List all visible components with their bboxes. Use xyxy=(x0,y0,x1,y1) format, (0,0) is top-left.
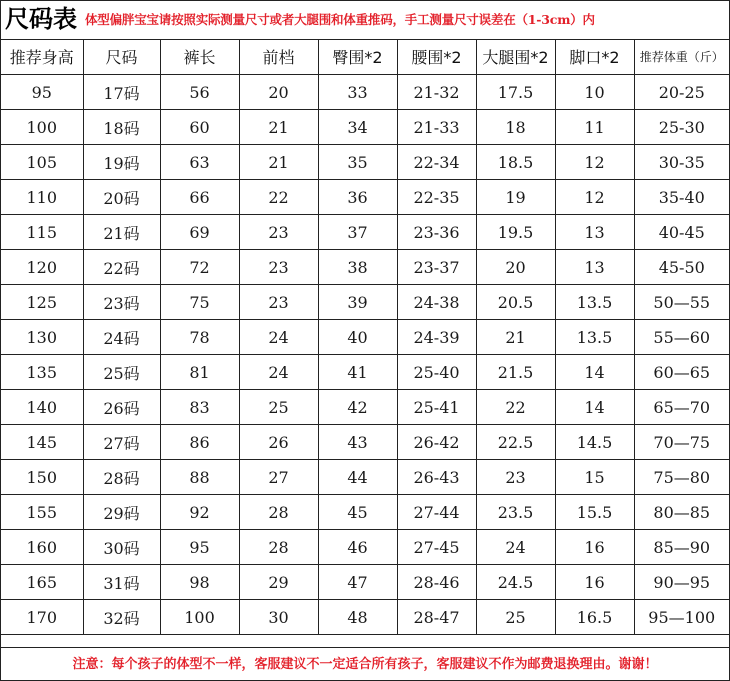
table-cell: 130 xyxy=(1,320,83,355)
column-header: 推荐身高 xyxy=(1,39,83,75)
table-cell: 26 xyxy=(239,425,318,460)
table-cell: 28 xyxy=(239,495,318,530)
table-cell: 26-43 xyxy=(397,460,476,495)
table-cell: 92 xyxy=(160,495,239,530)
table-cell: 28 xyxy=(239,530,318,565)
table-cell: 25-30 xyxy=(634,110,729,145)
table-cell: 21 xyxy=(239,110,318,145)
table-cell: 27-44 xyxy=(397,495,476,530)
table-cell: 12 xyxy=(555,145,634,180)
table-cell: 23 xyxy=(239,215,318,250)
table-cell: 38 xyxy=(318,250,397,285)
table-cell: 29 xyxy=(239,565,318,600)
table-cell: 145 xyxy=(1,425,83,460)
table-cell: 21-32 xyxy=(397,75,476,110)
table-cell: 21 xyxy=(239,145,318,180)
table-cell: 27-45 xyxy=(397,530,476,565)
table-cell: 16.5 xyxy=(555,600,634,635)
table-cell: 23 xyxy=(239,285,318,320)
table-cell: 18码 xyxy=(83,110,160,145)
table-cell: 21码 xyxy=(83,215,160,250)
table-cell: 39 xyxy=(318,285,397,320)
table-cell: 40-45 xyxy=(634,215,729,250)
table-cell: 69 xyxy=(160,215,239,250)
table-cell: 14.5 xyxy=(555,425,634,460)
table-cell: 50—55 xyxy=(634,285,729,320)
table-row xyxy=(1,600,729,635)
column-header: 脚口*2 xyxy=(555,39,634,75)
table-cell: 35-40 xyxy=(634,180,729,215)
table-cell: 150 xyxy=(1,460,83,495)
table-cell: 70—75 xyxy=(634,425,729,460)
table-cell: 28-46 xyxy=(397,565,476,600)
table-cell: 20-25 xyxy=(634,75,729,110)
table-cell: 13.5 xyxy=(555,320,634,355)
table-row xyxy=(1,355,729,390)
table-cell: 16 xyxy=(555,565,634,600)
measurement-tip: 体型偏胖宝宝请按照实际测量尺寸或者大腿围和体重推码，手工测量尺寸误差在（1-3cm）内 xyxy=(85,12,595,27)
table-cell: 23-36 xyxy=(397,215,476,250)
table-cell: 25码 xyxy=(83,355,160,390)
column-header: 腰围*2 xyxy=(397,39,476,75)
table-cell: 78 xyxy=(160,320,239,355)
table-cell: 23.5 xyxy=(476,495,555,530)
size-table xyxy=(1,39,729,635)
table-cell: 75—80 xyxy=(634,460,729,495)
table-cell: 60—65 xyxy=(634,355,729,390)
table-cell: 90—95 xyxy=(634,565,729,600)
table-cell: 24 xyxy=(476,530,555,565)
table-cell: 43 xyxy=(318,425,397,460)
table-row xyxy=(1,285,729,320)
table-cell: 16 xyxy=(555,530,634,565)
table-cell: 30 xyxy=(239,600,318,635)
table-cell: 11 xyxy=(555,110,634,145)
table-cell: 21.5 xyxy=(476,355,555,390)
table-cell: 63 xyxy=(160,145,239,180)
table-cell: 25 xyxy=(476,600,555,635)
table-cell: 14 xyxy=(555,355,634,390)
table-cell: 13 xyxy=(555,250,634,285)
table-row xyxy=(1,495,729,530)
table-row xyxy=(1,425,729,460)
table-cell: 83 xyxy=(160,390,239,425)
table-cell: 17码 xyxy=(83,75,160,110)
table-cell: 18.5 xyxy=(476,145,555,180)
table-cell: 125 xyxy=(1,285,83,320)
table-cell: 47 xyxy=(318,565,397,600)
table-cell: 100 xyxy=(1,110,83,145)
table-cell: 48 xyxy=(318,600,397,635)
table-cell: 28码 xyxy=(83,460,160,495)
table-cell: 140 xyxy=(1,390,83,425)
table-cell: 24码 xyxy=(83,320,160,355)
table-cell: 120 xyxy=(1,250,83,285)
table-cell: 27 xyxy=(239,460,318,495)
table-cell: 65—70 xyxy=(634,390,729,425)
table-cell: 10 xyxy=(555,75,634,110)
table-header-row xyxy=(1,39,729,75)
table-cell: 19码 xyxy=(83,145,160,180)
table-cell: 26码 xyxy=(83,390,160,425)
table-cell: 25 xyxy=(239,390,318,425)
table-cell: 31码 xyxy=(83,565,160,600)
table-cell: 22-34 xyxy=(397,145,476,180)
table-cell: 22 xyxy=(476,390,555,425)
table-cell: 30码 xyxy=(83,530,160,565)
table-row xyxy=(1,250,729,285)
column-header: 尺码 xyxy=(83,39,160,75)
table-cell: 95 xyxy=(1,75,83,110)
table-cell: 98 xyxy=(160,565,239,600)
table-cell: 26-42 xyxy=(397,425,476,460)
table-cell: 60 xyxy=(160,110,239,145)
table-cell: 22 xyxy=(239,180,318,215)
table-cell: 55—60 xyxy=(634,320,729,355)
table-cell: 20 xyxy=(239,75,318,110)
table-cell: 17.5 xyxy=(476,75,555,110)
table-cell: 75 xyxy=(160,285,239,320)
table-cell: 25-40 xyxy=(397,355,476,390)
table-cell: 24 xyxy=(239,355,318,390)
table-row xyxy=(1,75,729,110)
table-cell: 155 xyxy=(1,495,83,530)
table-cell: 21-33 xyxy=(397,110,476,145)
table-cell: 13 xyxy=(555,215,634,250)
table-cell: 15.5 xyxy=(555,495,634,530)
table-cell: 46 xyxy=(318,530,397,565)
table-cell: 33 xyxy=(318,75,397,110)
table-cell: 24-39 xyxy=(397,320,476,355)
table-cell: 30-35 xyxy=(634,145,729,180)
table-cell: 23码 xyxy=(83,285,160,320)
table-cell: 14 xyxy=(555,390,634,425)
table-cell: 32码 xyxy=(83,600,160,635)
table-cell: 81 xyxy=(160,355,239,390)
table-cell: 12 xyxy=(555,180,634,215)
table-cell: 27码 xyxy=(83,425,160,460)
column-header: 推荐体重（斤） xyxy=(634,39,729,75)
table-row xyxy=(1,215,729,250)
table-cell: 165 xyxy=(1,565,83,600)
table-cell: 170 xyxy=(1,600,83,635)
table-cell: 110 xyxy=(1,180,83,215)
chart-title: 尺码表 xyxy=(5,5,77,33)
table-cell: 56 xyxy=(160,75,239,110)
table-cell: 135 xyxy=(1,355,83,390)
table-cell: 37 xyxy=(318,215,397,250)
table-cell: 86 xyxy=(160,425,239,460)
table-cell: 20 xyxy=(476,250,555,285)
table-cell: 45 xyxy=(318,495,397,530)
table-body xyxy=(1,75,729,635)
table-row xyxy=(1,565,729,600)
disclaimer-note: 注意：每个孩子的体型不一样，客服建议不一定适合所有孩子，客服建议不作为邮费退换理由。谢谢！ xyxy=(1,647,729,681)
table-cell: 23 xyxy=(239,250,318,285)
column-header: 臀围*2 xyxy=(318,39,397,75)
table-cell: 36 xyxy=(318,180,397,215)
table-cell: 88 xyxy=(160,460,239,495)
table-cell: 72 xyxy=(160,250,239,285)
table-cell: 100 xyxy=(160,600,239,635)
table-cell: 20.5 xyxy=(476,285,555,320)
column-header: 大腿围*2 xyxy=(476,39,555,75)
table-cell: 66 xyxy=(160,180,239,215)
table-cell: 24-38 xyxy=(397,285,476,320)
table-cell: 34 xyxy=(318,110,397,145)
table-cell: 19 xyxy=(476,180,555,215)
column-header: 前档 xyxy=(239,39,318,75)
table-row xyxy=(1,145,729,180)
table-cell: 95—100 xyxy=(634,600,729,635)
table-cell: 21 xyxy=(476,320,555,355)
table-cell: 160 xyxy=(1,530,83,565)
table-row xyxy=(1,460,729,495)
table-cell: 22.5 xyxy=(476,425,555,460)
table-cell: 23 xyxy=(476,460,555,495)
table-cell: 15 xyxy=(555,460,634,495)
table-cell: 40 xyxy=(318,320,397,355)
table-cell: 41 xyxy=(318,355,397,390)
table-cell: 25-41 xyxy=(397,390,476,425)
table-cell: 18 xyxy=(476,110,555,145)
table-cell: 85—90 xyxy=(634,530,729,565)
table-cell: 95 xyxy=(160,530,239,565)
table-row xyxy=(1,530,729,565)
table-cell: 105 xyxy=(1,145,83,180)
table-row xyxy=(1,180,729,215)
table-cell: 115 xyxy=(1,215,83,250)
table-cell: 35 xyxy=(318,145,397,180)
table-cell: 44 xyxy=(318,460,397,495)
title-bar xyxy=(1,1,729,40)
table-cell: 29码 xyxy=(83,495,160,530)
table-cell: 20码 xyxy=(83,180,160,215)
table-cell: 13.5 xyxy=(555,285,634,320)
table-cell: 80—85 xyxy=(634,495,729,530)
table-cell: 45-50 xyxy=(634,250,729,285)
table-row xyxy=(1,320,729,355)
table-row xyxy=(1,110,729,145)
table-cell: 22-35 xyxy=(397,180,476,215)
table-row xyxy=(1,390,729,425)
table-cell: 42 xyxy=(318,390,397,425)
table-cell: 19.5 xyxy=(476,215,555,250)
table-cell: 22码 xyxy=(83,250,160,285)
column-header: 裤长 xyxy=(160,39,239,75)
table-cell: 23-37 xyxy=(397,250,476,285)
table-cell: 24.5 xyxy=(476,565,555,600)
table-cell: 24 xyxy=(239,320,318,355)
table-cell: 28-47 xyxy=(397,600,476,635)
